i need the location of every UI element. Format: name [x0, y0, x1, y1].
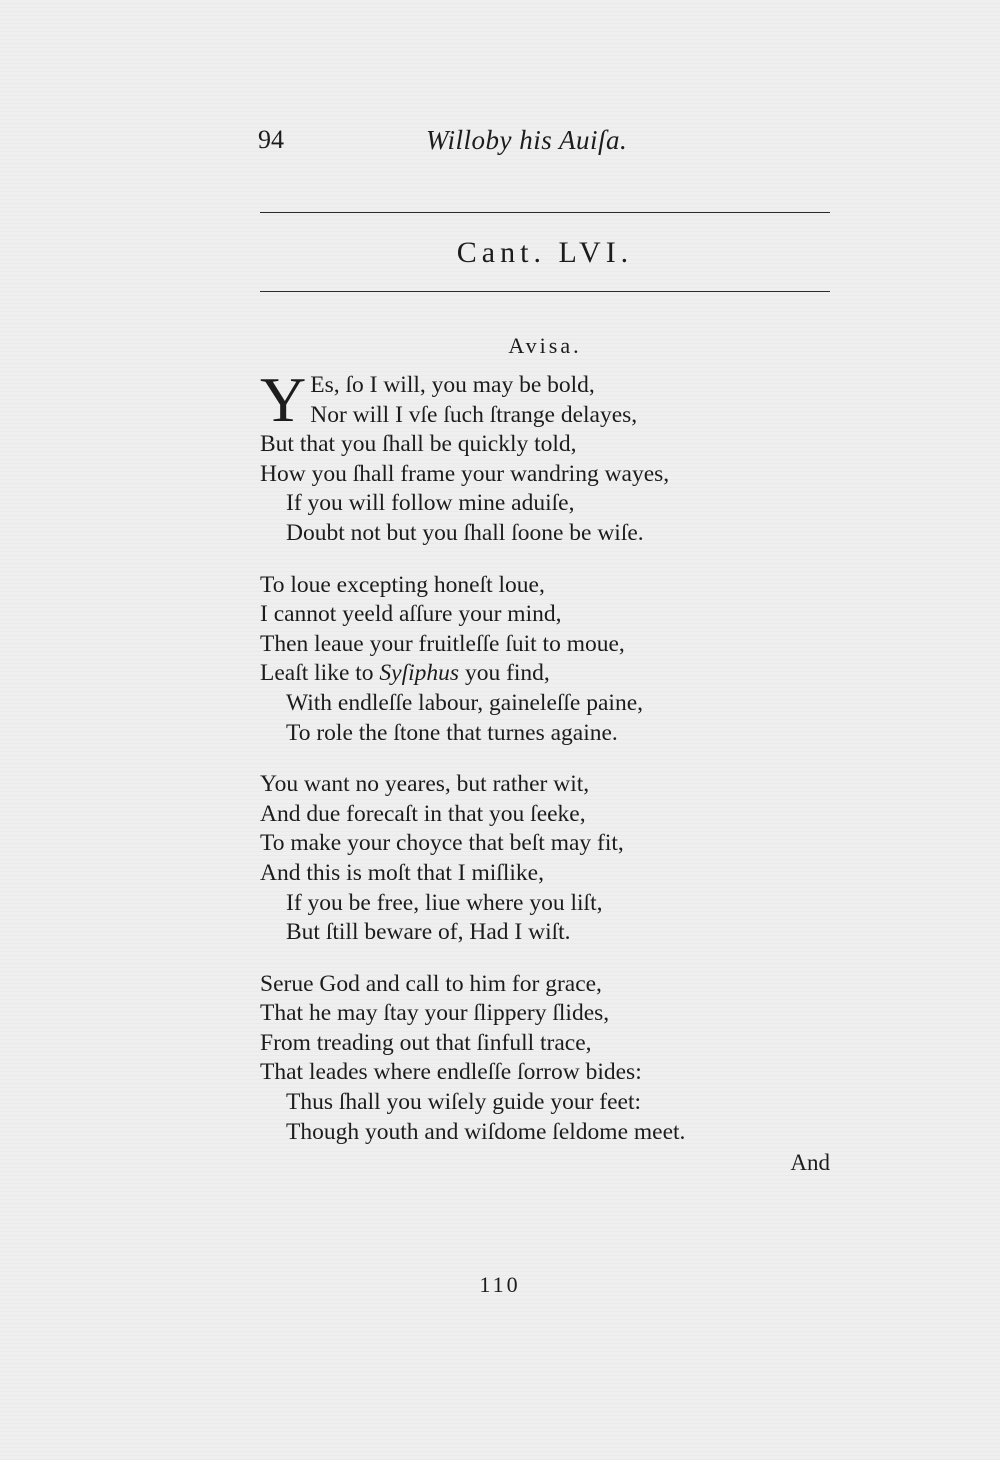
poem-line: Thus ſhall you wiſely guide your feet: [286, 1089, 642, 1116]
poem-line: To role the ſtone that turnes againe. [286, 719, 618, 746]
stanza-2 [260, 571, 840, 749]
poem-line: Though youth and wiſdome ſeldome meet. [286, 1118, 686, 1145]
poem-line: And due forecaſt in that you ſeeke, [260, 800, 586, 827]
poem-line: Doubt not but you ſhall ſoone be wiſe. [286, 519, 644, 546]
poem-line: But ſtill beware of, Had I wiſt. [286, 919, 571, 946]
bottom-rule [260, 291, 830, 292]
signature-number: 110 [479, 1272, 521, 1297]
stanza-1 [260, 364, 840, 549]
poem-line: That leades where endleſſe ſorrow bides: [260, 1059, 642, 1086]
poem-line: Es, ſo I will, you may be bold, [310, 372, 595, 398]
drop-cap: Y [260, 364, 307, 435]
running-title: Willoby his Auiſa. [426, 125, 628, 155]
page-number: 94 [258, 125, 284, 154]
stanza-3 [260, 770, 840, 948]
poem-line: And this is moſt that I miſlike, [260, 859, 544, 886]
poem-line: To make your choyce that beſt may fit, [260, 830, 624, 857]
speaker-heading: Avisa. [508, 333, 582, 358]
poem-line: Nor will I vſe ſuch ſtrange delayes, [310, 401, 638, 428]
page-header [258, 125, 830, 165]
poem-line: How you ſhall frame your wandring wayes, [260, 460, 670, 487]
poem-line: To loue excepting honeſt loue, [260, 571, 545, 598]
poem [260, 364, 840, 1169]
poem-line: Serue God and call to him for grace, [260, 970, 602, 997]
poem-line: Then leaue your fruitleſſe ſuit to moue, [260, 630, 625, 657]
canto-title: Cant. LVI. [456, 236, 634, 269]
poem-line: You want no yeares, but rather wit, [260, 771, 590, 798]
top-rule [260, 212, 830, 213]
line-text: Leaſt like to [260, 660, 380, 687]
poem-line: From treading out that ſinfull trace, [260, 1029, 592, 1056]
poem-line: That he may ſtay your ſlippery ſlides, [260, 1000, 610, 1027]
poem-line: If you will follow mine aduiſe, [286, 490, 575, 517]
poem-line: With endleſſe labour, gaineleſſe paine, [286, 689, 643, 716]
poem-line: But that you ſhall be quickly told, [260, 431, 577, 458]
poem-line: I cannot yeeld aſſure your mind, [260, 601, 562, 628]
poem-line: If you be free, liue where you liſt, [286, 889, 603, 916]
line-text: you find, [459, 660, 550, 687]
catchword: And [790, 1150, 830, 1175]
poem-line-with-italic [260, 659, 840, 689]
italic-name: Syſiphus [379, 660, 460, 687]
stanza-4 [260, 970, 840, 1148]
